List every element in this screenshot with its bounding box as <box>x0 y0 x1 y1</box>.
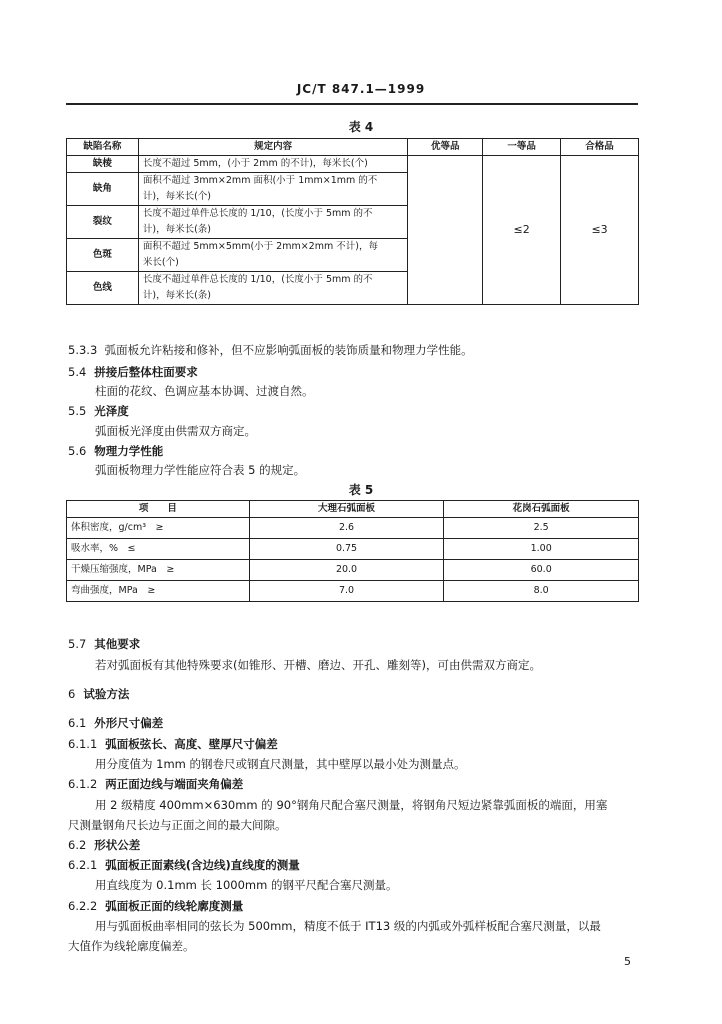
property-name: 体积密度，g/cm³ ≥ <box>67 518 250 539</box>
table-row <box>67 518 639 539</box>
table-header-row <box>67 139 639 156</box>
premium-cell <box>408 156 483 305</box>
defect-name: 缺棱 <box>67 156 139 173</box>
property-name: 吸水率，% ≤ <box>67 539 250 560</box>
clause-number: 6.2.2 <box>68 899 98 913</box>
body-text: 大值作为线轮廓度偏差。 <box>68 939 195 953</box>
clause-title: 光泽度 <box>94 404 129 418</box>
body-text: 弧面板光泽度由供需双方商定。 <box>95 424 256 438</box>
defect-rule <box>138 156 408 173</box>
body-text: 用直线度为 0.1mm 长 1000mm 的钢平尺配合塞尺测量。 <box>95 878 398 892</box>
clause-5-5 <box>68 403 129 419</box>
property-name: 弯曲强度，MPa ≥ <box>67 581 250 602</box>
clause-6-2-2 <box>68 898 243 914</box>
marble-value: 2.6 <box>249 518 444 539</box>
clause-5-3-3 <box>68 342 473 358</box>
body-text: 尺测量钢角尺长边与正面之间的最大间隙。 <box>68 818 287 832</box>
first-grade-value: ≤2 <box>483 156 561 305</box>
body-text: 用分度值为 1mm 的钢卷尺或钢直尺测量，其中壁厚以最小处为测量点。 <box>95 757 466 771</box>
clause-6 <box>68 686 129 702</box>
clause-number: 6.1.2 <box>68 777 98 791</box>
table-header-row <box>67 501 639 518</box>
rule-line: 计)，每米长(条) <box>142 224 211 235</box>
table-header-cell: 大理石弧面板 <box>249 501 444 518</box>
granite-value: 60.0 <box>444 560 639 581</box>
rule-line: 长度不超过单件总长度的 1/10，(长度小于 5mm 的不 <box>142 208 373 219</box>
clause-title: 试验方法 <box>83 687 130 701</box>
physical-properties-table <box>66 500 639 602</box>
defect-rule <box>138 239 408 272</box>
table-header-cell: 缺陷名称 <box>67 139 139 156</box>
defect-name: 裂纹 <box>67 206 139 239</box>
table-row <box>67 581 639 602</box>
clause-title: 其他要求 <box>94 637 141 651</box>
clause-title: 两正面边线与端面夹角偏差 <box>105 777 244 791</box>
table5-caption: 表 5 <box>348 483 374 497</box>
clause-6-1 <box>68 715 163 731</box>
clause-number: 5.4 <box>68 365 87 379</box>
body-text: 若对弧面板有其他特殊要求(如锥形、开槽、磨边、开孔、雕刻等)，可由供需双方商定。 <box>95 658 541 672</box>
body-text: 用 2 级精度 400mm×630mm 的 90°钢角尺配合塞尺测量，将钢角尺短边紧靠弧面板的端面，用塞 <box>95 798 608 812</box>
granite-value: 1.00 <box>444 539 639 560</box>
clause-number: 5.5 <box>68 404 87 418</box>
table4-caption: 表 4 <box>348 120 374 134</box>
clause-number: 6 <box>68 687 76 701</box>
clause-5-7 <box>68 636 140 652</box>
rule-line: 米长(个) <box>142 257 179 268</box>
defect-rule <box>138 272 408 305</box>
body-text: 用与弧面板曲率相同的弦长为 500mm，精度不低于 IT13 级的内弧或外弧样板配合塞尺测量，以最 <box>95 919 601 933</box>
rule-line: 计)，每米长(条) <box>142 290 211 301</box>
clause-number: 6.2 <box>68 838 87 852</box>
clause-6-2 <box>68 837 140 853</box>
clause-number: 5.7 <box>68 637 87 651</box>
table-header-cell: 一等品 <box>483 139 561 156</box>
marble-value: 0.75 <box>249 539 444 560</box>
table-row <box>67 539 639 560</box>
property-name: 干燥压缩强度，MPa ≥ <box>67 560 250 581</box>
rule-line: 面积不超过 3mm×2mm 面积(小于 1mm×1mm 的不 <box>142 175 378 186</box>
granite-value: 8.0 <box>444 581 639 602</box>
table-header-cell: 花岗石弧面板 <box>444 501 639 518</box>
clause-text: 弧面板允许粘接和修补，但不应影响弧面板的装饰质量和物理力学性能。 <box>104 343 473 357</box>
defect-rule <box>138 206 408 239</box>
clause-6-2-1 <box>68 857 300 873</box>
clause-5-6 <box>68 443 163 459</box>
clause-6-1-1 <box>68 736 278 752</box>
document-header: JC/T 847.1—1999 <box>296 82 426 96</box>
granite-value: 2.5 <box>444 518 639 539</box>
clause-number: 6.1.1 <box>68 737 98 751</box>
body-text: 弧面板物理力学性能应符合表 5 的规定。 <box>95 463 306 477</box>
table-header-cell: 优等品 <box>408 139 483 156</box>
marble-value: 20.0 <box>249 560 444 581</box>
clause-title: 物理力学性能 <box>94 444 164 458</box>
clause-6-1-2 <box>68 776 243 792</box>
page-number: 5 <box>624 955 631 968</box>
marble-value: 7.0 <box>249 581 444 602</box>
rule-line: 长度不超过单件总长度的 1/10，(长度小于 5mm 的不 <box>142 274 373 285</box>
table-row <box>67 156 639 173</box>
clause-number: 6.1 <box>68 716 87 730</box>
table-header-cell: 合格品 <box>561 139 639 156</box>
clause-title: 弧面板正面的线轮廓度测量 <box>105 899 244 913</box>
defect-rule <box>138 173 408 206</box>
rule-line: 长度不超过 5mm，(小于 2mm 的不计)，每米长(个) <box>142 158 368 169</box>
clause-title: 形状公差 <box>94 838 141 852</box>
header-rule <box>66 103 638 105</box>
clause-title: 弧面板正面素线(含边线)直线度的测量 <box>105 858 300 872</box>
table-row <box>67 560 639 581</box>
clause-title: 弧面板弦长、高度、壁厚尺寸偏差 <box>105 737 278 751</box>
defect-table <box>66 138 639 305</box>
rule-line: 面积不超过 5mm×5mm(小于 2mm×2mm 不计)，每 <box>142 241 378 252</box>
table-header-cell: 规定内容 <box>138 139 408 156</box>
table-header-cell: 项 目 <box>67 501 250 518</box>
body-text: 柱面的花纹、色调应基本协调、过渡自然。 <box>95 384 314 398</box>
defect-name: 缺角 <box>67 173 139 206</box>
clause-5-4 <box>68 364 198 380</box>
defect-name: 色斑 <box>67 239 139 272</box>
clause-number: 5.6 <box>68 444 87 458</box>
clause-title: 外形尺寸偏差 <box>94 716 164 730</box>
defect-name: 色线 <box>67 272 139 305</box>
clause-title: 拼接后整体柱面要求 <box>94 365 198 379</box>
clause-number: 6.2.1 <box>68 858 98 872</box>
rule-line: 计)，每米长(个) <box>142 191 211 202</box>
qualified-value: ≤3 <box>561 156 639 305</box>
clause-number: 5.3.3 <box>68 343 98 357</box>
